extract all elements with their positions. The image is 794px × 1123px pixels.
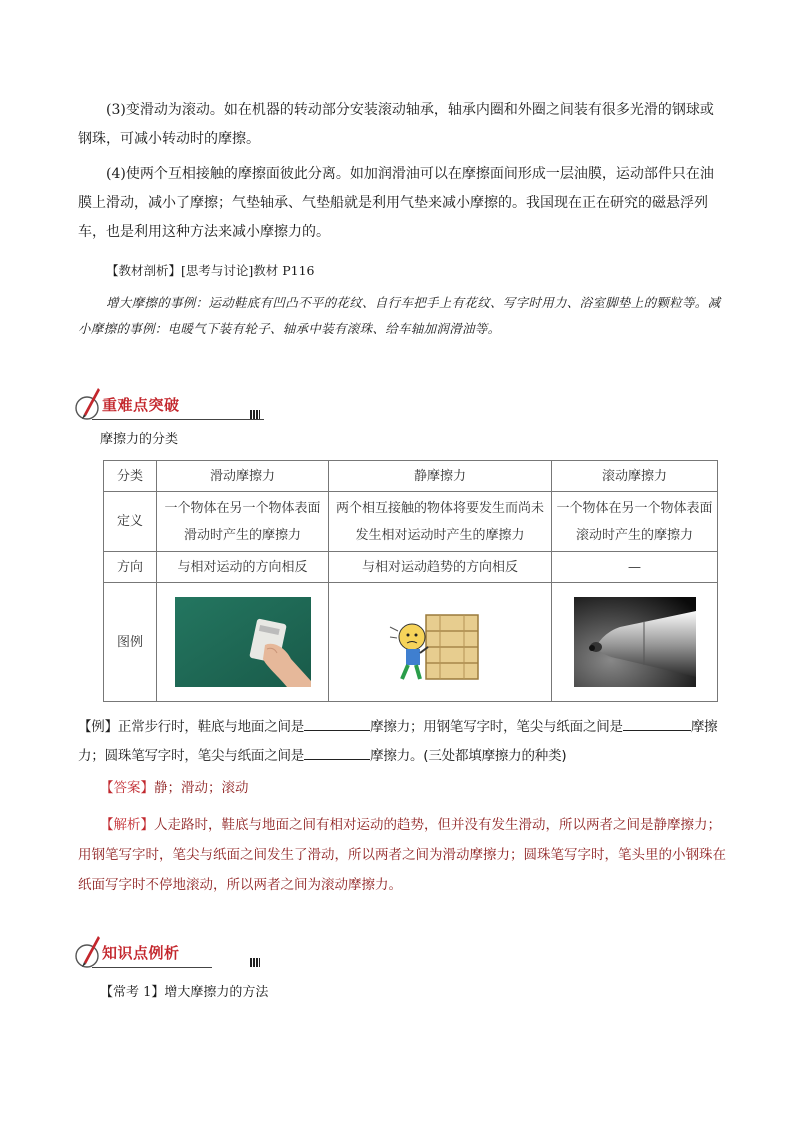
table-cell (552, 583, 718, 702)
table-header-cell: 分类 (104, 461, 157, 492)
section-title: 重难点突破 (102, 396, 180, 414)
pen-icon (74, 934, 102, 970)
table-cell: 与相对运动的方向相反 (157, 552, 329, 583)
table-cell: 与相对运动趋势的方向相反 (329, 552, 552, 583)
example-text: 摩擦力；用钢笔写字时，笔尖与纸面之间是 (370, 719, 623, 735)
subtitle-classification: 摩擦力的分类 (100, 432, 179, 447)
table-cell: 方向 (104, 552, 157, 583)
answer-line (100, 774, 748, 803)
table-cell (329, 583, 552, 702)
table-header-cell: 滑动摩擦力 (157, 461, 329, 492)
example-text: 正常步行时，鞋底与地面之间是 (117, 719, 305, 735)
section-rule (92, 419, 264, 420)
answer-blank[interactable] (304, 745, 370, 760)
table-cell: — (552, 552, 718, 583)
paragraph-separation: (4)使两个互相接触的摩擦面彼此分离。如加润滑油可以在摩擦面间形成一层油膜，运动部件只在油膜上滑动，减小了摩擦；气垫轴承、气垫船就是利用气垫来减小摩擦的。我国现在正在研究的磁悬浮列车，也是利用这种方法来减小摩擦力的。 (78, 166, 714, 240)
changkao-heading: 【常考 1】增大摩擦力的方法 (100, 985, 269, 1000)
section-rule-ornament (250, 958, 260, 967)
answer-blank[interactable] (623, 716, 691, 731)
section-title: 知识点例析 (102, 944, 180, 962)
table-cell: 图例 (104, 583, 157, 702)
table-cell: 一个物体在另一个物体表面滚动时产生的摩擦力 (552, 492, 718, 552)
analysis-label: 【解析】 (100, 817, 154, 833)
cartoon-crate-icon (380, 597, 500, 687)
table-header-cell: 滚动摩擦力 (552, 461, 718, 492)
example-label: 【例】 (78, 719, 118, 735)
section-rule (92, 967, 212, 968)
example-question (78, 713, 726, 771)
textbook-label: 【教材剖析】[思考与讨论]教材 P116 (106, 263, 315, 278)
section-header-knowledge (74, 934, 204, 974)
answer-text: 静；滑动；滚动 (154, 780, 249, 796)
eraser-chalkboard-icon (175, 597, 311, 687)
table-row (104, 583, 718, 702)
example-text: 摩擦力；圆珠笔写字时，笔尖与纸面之间是 (78, 719, 718, 764)
table-cell: 一个物体在另一个物体表面滑动时产生的摩擦力 (157, 492, 329, 552)
table-row (104, 492, 718, 552)
table-cell: 两个相互接触的物体将要发生而尚未发生相对运动时产生的摩擦力 (329, 492, 552, 552)
friction-table (103, 460, 718, 702)
example-text: 摩擦力。(三处都填摩擦力的种类) (370, 748, 567, 764)
table-row (104, 461, 718, 492)
textbook-body: 增大摩擦的事例：运动鞋底有凹凸不平的花纹、自行车把手上有花纹、写字时用力、浴室脚垫上的颗粒等。减小摩擦的事例：电暖气下装有轮子、轴承中装有滚珠、给车轴加润滑油等。 (78, 295, 721, 336)
answer-label: 【答案】 (100, 780, 154, 796)
analysis-text: 人走路时，鞋底与地面之间有相对运动的趋势，但并没有发生滑动，所以两者之间是静摩擦力；用钢笔写字时，笔尖与纸面之间发生了滑动，所以两者之间为滑动摩擦力；圆珠笔写字时，笔头里的小钢珠在纸面写字时不停地滚动，所以两者之间为滚动摩擦力。 (78, 817, 726, 893)
paragraph-rolling: (3)变滑动为滚动。如在机器的转动部分安装滚动轴承，轴承内圈和外圈之间装有很多光滑的钢球或钢珠，可减小转动时的摩擦。 (78, 102, 714, 147)
table-cell: 定义 (104, 492, 157, 552)
section-header-key-points (74, 386, 204, 426)
analysis-paragraph (78, 810, 726, 900)
pen-icon (74, 386, 102, 422)
answer-blank[interactable] (304, 716, 370, 731)
table-cell (157, 583, 329, 702)
section-rule-ornament (250, 410, 260, 419)
ballpoint-pen-tip-icon (574, 597, 696, 687)
table-header-cell: 静摩擦力 (329, 461, 552, 492)
table-row (104, 552, 718, 583)
